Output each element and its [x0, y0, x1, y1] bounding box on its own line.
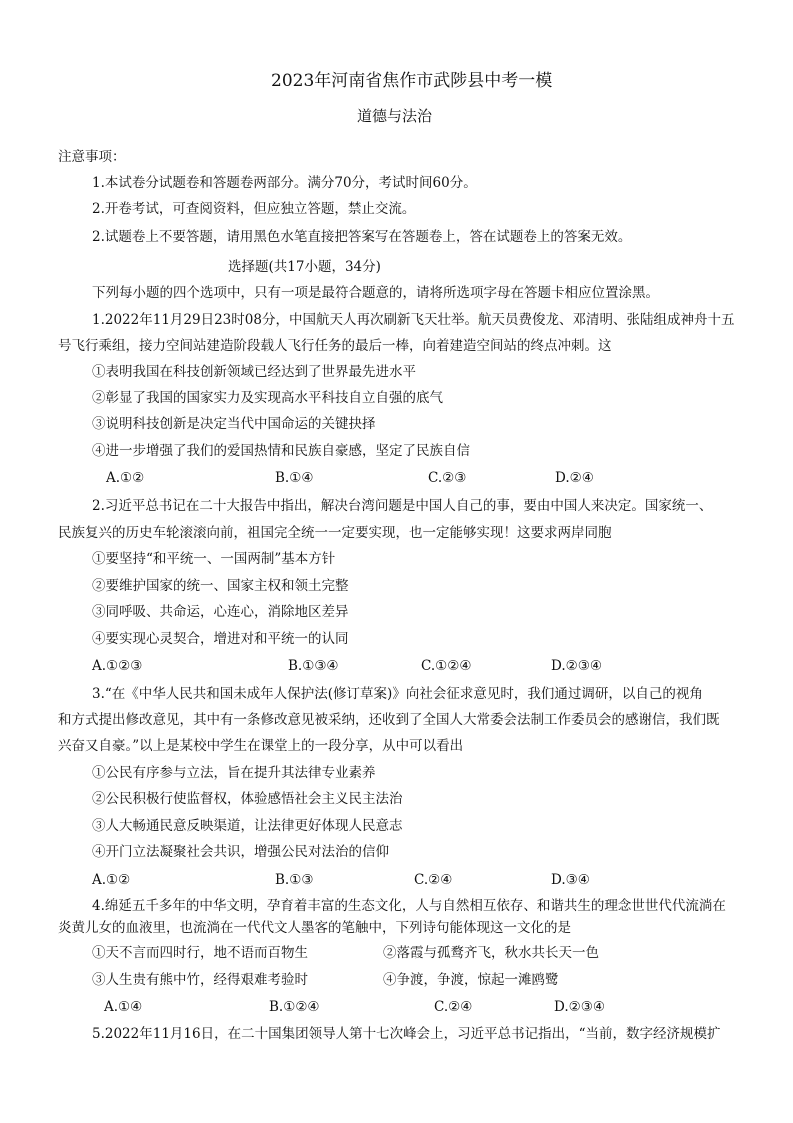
q1-statement-2: ②彰显了我国的国家实力及实现高水平科技自立自强的底气	[92, 390, 443, 406]
q2-stem-line-2: 民族复兴的历史车轮滚滚向前，祖国完全统一一定要实现，也一定能够实现！这要求两岸同胞	[58, 525, 612, 541]
q3-statement-4: ④开门立法凝聚社会共识，增强公民对法治的信仰	[92, 844, 389, 860]
q5-stem-line-1: 5.2022年11月16日，在二十国集团领导人第十七次峰会上，习近平总书记指出，“当前，数字经济规模扩	[92, 1026, 721, 1042]
q4-stem-line-2: 炎黄儿女的血液里，也流淌在一代代文人墨客的笔触中，下列诗句能体现这一文化的是	[58, 920, 571, 936]
q3-statement-1: ①公民有序参与立法，旨在提升其法律专业素养	[92, 765, 376, 781]
subject-title: 道德与法治	[357, 107, 433, 125]
q2-option-b: B.①③④	[288, 658, 339, 674]
q4-statement-1: ①天不言而四时行，地不语而百物生	[92, 945, 308, 961]
q2-statement-4: ④要实现心灵契合，增进对和平统一的认同	[92, 631, 349, 647]
q4-option-c: C.②④	[434, 999, 473, 1015]
q1-option-b: B.①④	[275, 470, 314, 486]
q4-option-d: D.②③④	[554, 999, 605, 1015]
q3-stem-line-3: 兴奋又自豪。”以上是某校中学生在课堂上的一段分享，从中可以看出	[58, 738, 464, 754]
q3-option-a: A.①②	[92, 872, 131, 888]
q4-option-b: B.①②④	[269, 999, 320, 1015]
note-item-1: 1.本试卷分试题卷和答题卷两部分。满分70分，考试时间60分。	[92, 175, 477, 191]
q1-stem-line-2: 号飞行乘组，接力空间站建造阶段载人飞行任务的最后一棒，向着建造空间站的终点冲刺。这	[58, 338, 612, 354]
q2-statement-1: ①要坚持“和平统一、一国两制”基本方针	[92, 551, 336, 567]
q1-statement-4: ④进一步增强了我们的爱国热情和民族自豪感，坚定了民族自信	[92, 443, 470, 459]
section-title: 选择题(共17小题，34分)	[228, 259, 381, 275]
q3-option-b: B.①③	[275, 872, 314, 888]
q2-option-d: D.②③④	[551, 658, 602, 674]
q4-statement-2: ②落霞与孤鹜齐飞，秋水共长天一色	[383, 945, 599, 961]
q2-option-a: A.①②③	[92, 658, 143, 674]
notes-heading: 注意事项：	[58, 149, 126, 165]
q4-stem-line-1: 4.绵延五千多年的中华文明，孕育着丰富的生态文化，人与自然相互依存、和谐共生的理念世世代代流淌在	[92, 898, 726, 914]
q2-statement-2: ②要维护国家的统一、国家主权和领土完整	[92, 578, 349, 594]
q1-statement-3: ③说明科技创新是决定当代中国命运的关键抉择	[92, 416, 376, 432]
q1-option-d: D.②④	[555, 470, 594, 486]
q3-statement-3: ③人大畅通民意反映渠道，让法律更好体现人民意志	[92, 818, 403, 834]
q1-option-c: C.②③	[428, 470, 467, 486]
q2-statement-3: ③同呼吸、共命运，心连心，消除地区差异	[92, 604, 349, 620]
q2-option-c: C.①②④	[421, 658, 472, 674]
q1-statement-1: ①表明我国在科技创新领域已经达到了世界最先进水平	[92, 364, 416, 380]
q3-statement-2: ②公民积极行使监督权，体验感悟社会主义民主法治	[92, 791, 403, 807]
q4-option-a: A.①④	[104, 999, 143, 1015]
q4-statement-4: ④争渡，争渡，惊起一滩鸥鹭	[383, 972, 559, 988]
q3-stem-line-2: 和方式提出修改意见，其中有一条修改意见被采纳，还收到了全国人大常委会法制工作委员会的感谢信，我们既	[58, 712, 720, 728]
exam-title: 2023年河南省焦作市武陟县中考一模	[271, 71, 553, 91]
q1-stem-line-1: 1.2022年11月29日23时08分，中国航天人再次刷新飞天壮举。航天员费俊龙、邓清明、张陆组成神舟十五	[92, 312, 735, 328]
note-item-2: 2.开卷考试，可查阅资料，但应独立答题，禁止交流。	[92, 201, 416, 217]
section-instruction: 下列每小题的四个选项中，只有一项是最符合题意的，请将所选项字母在答题卡相应位置涂黑。	[92, 285, 659, 301]
q4-statement-3: ③人生贵有熊中竹，经得艰难考验时	[92, 972, 308, 988]
q3-option-d: D.③④	[551, 872, 590, 888]
q3-stem-line-1: 3.“在《中华人民共和国未成年人保护法(修订草案)》向社会征求意见时，我们通过调研，以自己的视角	[92, 686, 703, 702]
q1-option-a: A.①②	[106, 470, 145, 486]
q2-stem-line-1: 2.习近平总书记在二十大报告中指出，解决台湾问题是中国人自己的事，要由中国人来决定。国家统一、	[92, 498, 713, 514]
note-item-3: 2.试题卷上不要答题，请用黑色水笔直接把答案写在答题卷上，答在试题卷上的答案无效。	[92, 229, 632, 245]
q3-option-c: C.②④	[414, 872, 453, 888]
